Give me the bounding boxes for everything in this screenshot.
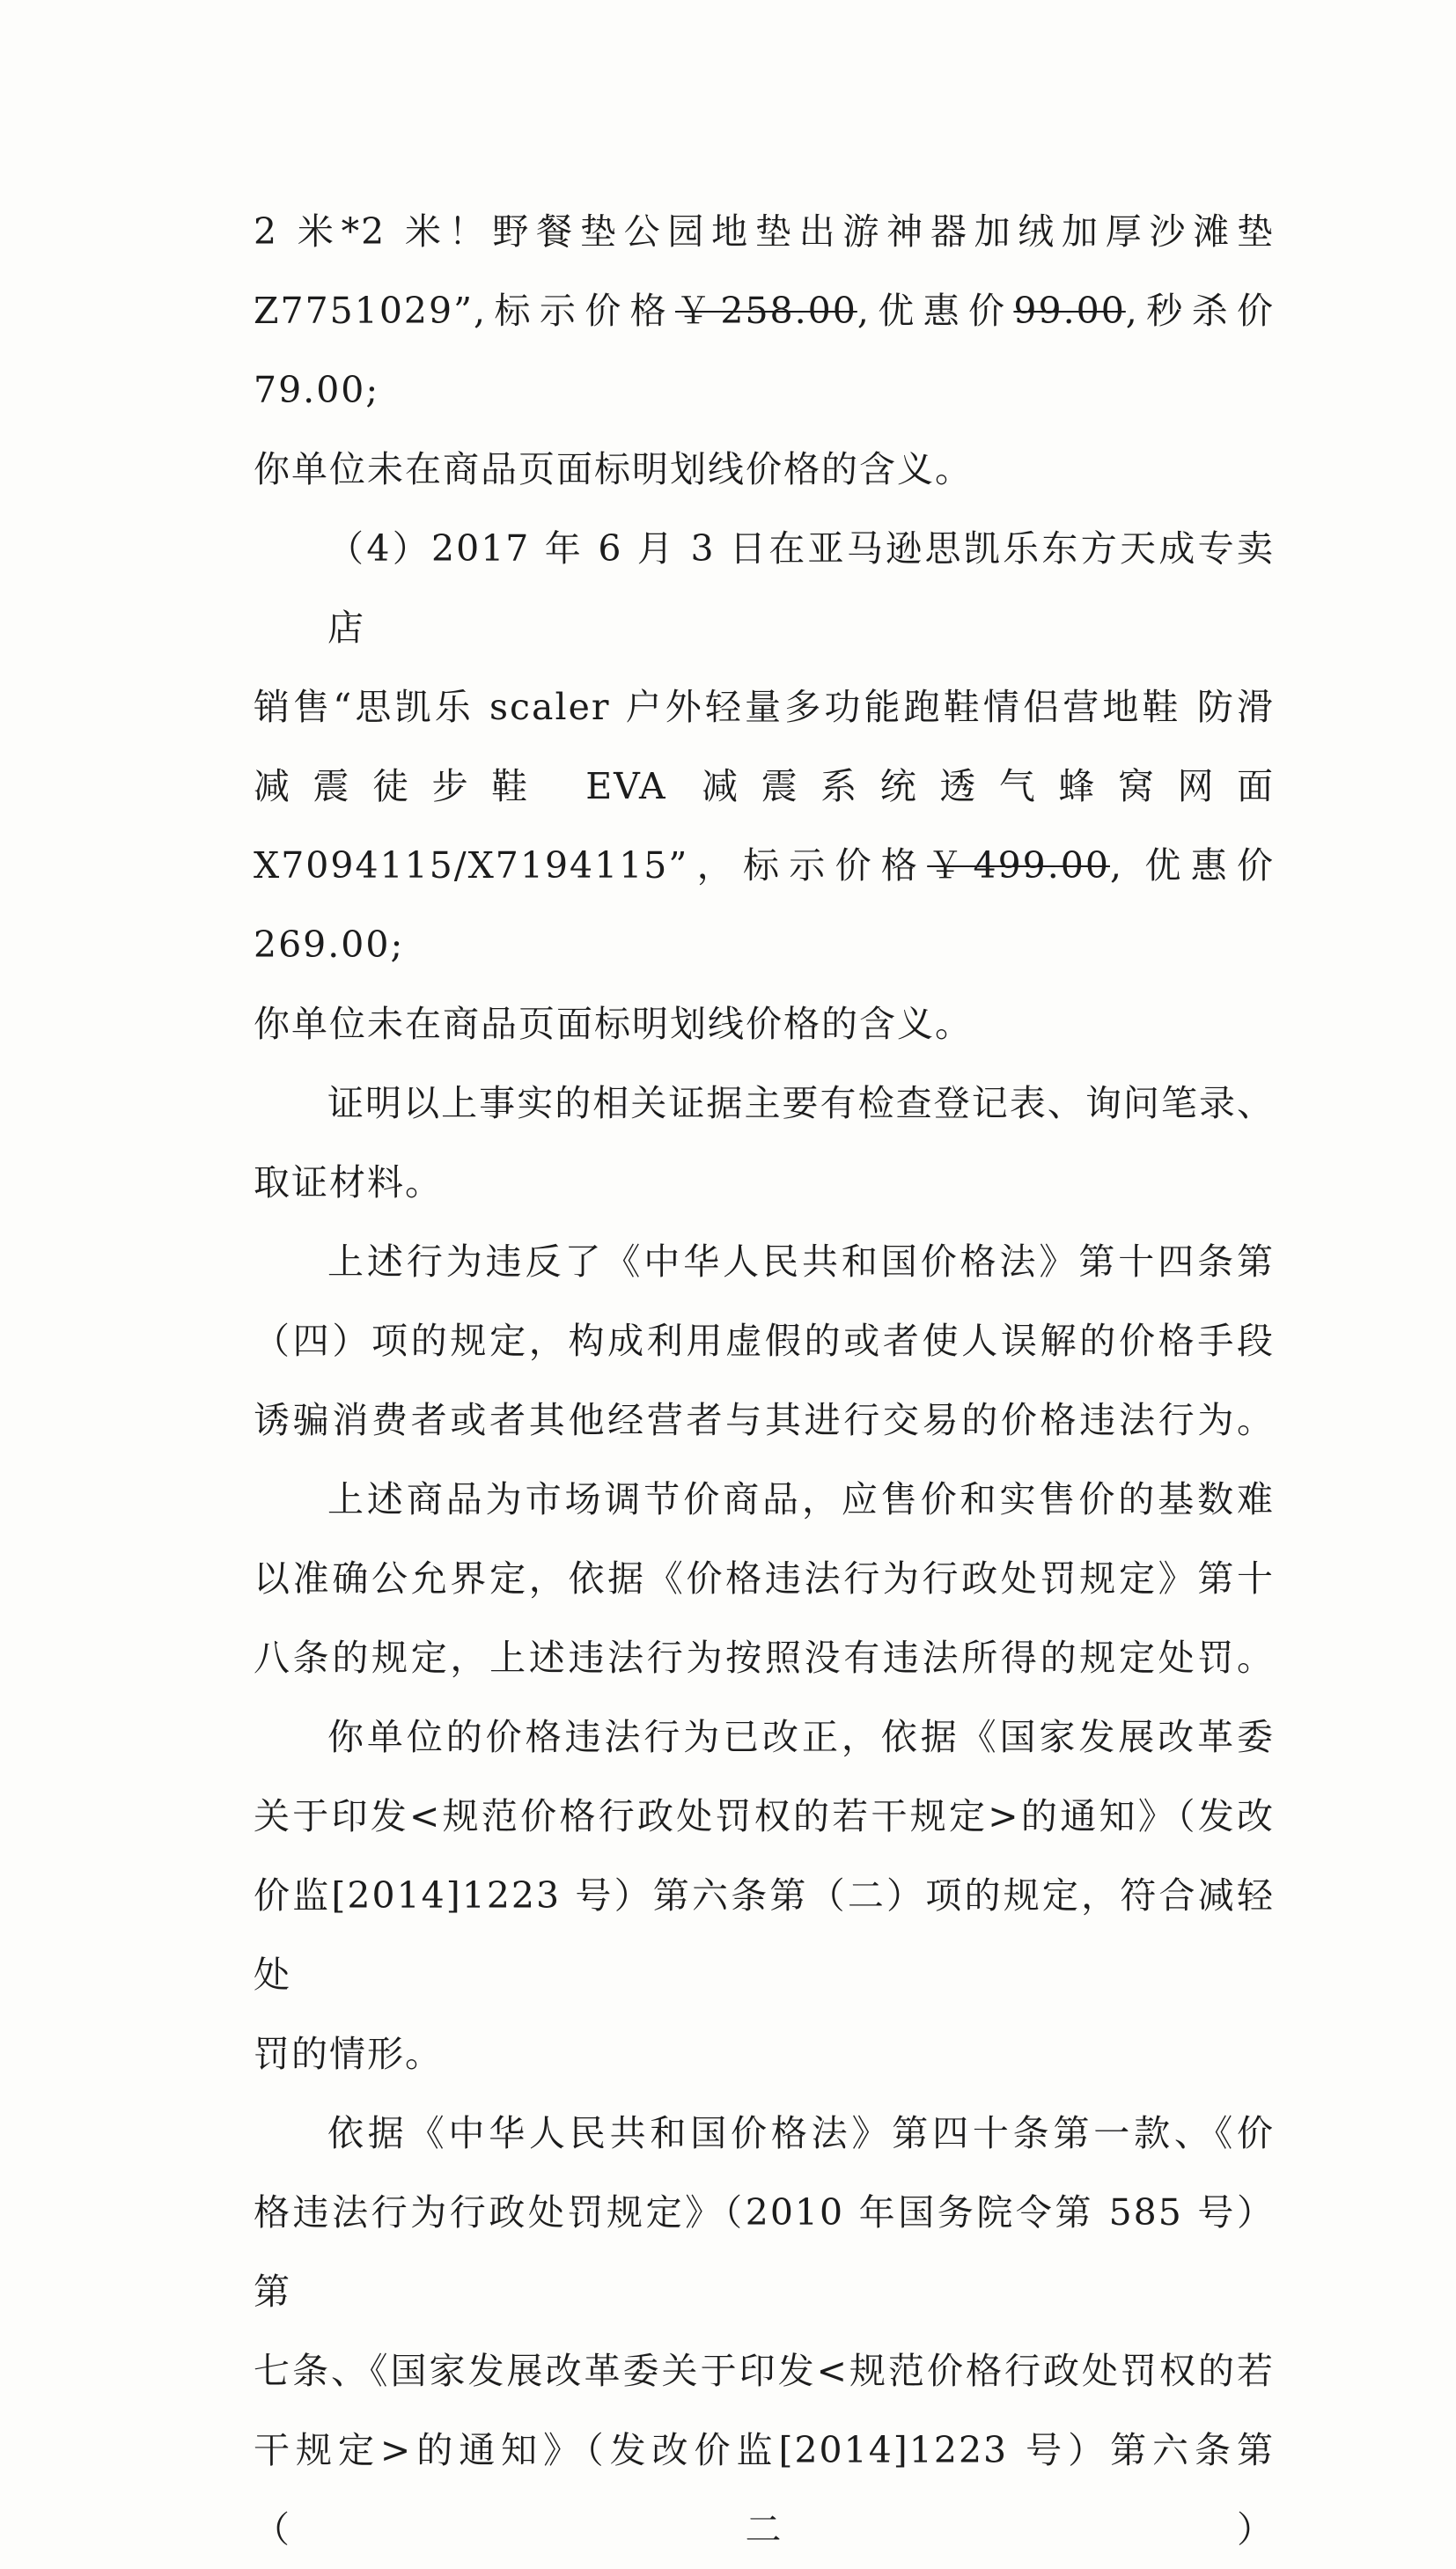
text-line: （4）2017 年 6 月 3 日在亚马逊思凯乐东方天成专卖店 [327, 527, 1275, 649]
struck-price: ￥258.00 [675, 290, 857, 332]
text-line: 罚的情形。 [254, 2033, 443, 2075]
text-line: 上述商品为市场调节价商品，应售价和实售价的基数难 [327, 1478, 1275, 1520]
text-line: 依据《中华人民共和国价格法》第四十条第一款、《价 [327, 2112, 1275, 2154]
paragraph-legal-basis [254, 2094, 1275, 2569]
text-line: 格违法行为行政处罚规定》（2010 年国务院令第 585 号）第 [254, 2191, 1275, 2313]
text-line [254, 271, 1275, 430]
document-body [254, 192, 1275, 2569]
text-segment: Z7751029”,标示价格 [254, 290, 675, 332]
paragraph-corrected [254, 1697, 1275, 2094]
paragraph-evidence [254, 1064, 1275, 1222]
text-line: 你单位未在商品页面标明划线价格的含义。 [254, 1003, 973, 1045]
text-line: 减震徒步鞋 EVA 减震系统透气蜂窝网面 [254, 765, 1275, 807]
text-line: 价监[2014]1223 号）第六条第（二）项的规定，符合减轻处 [254, 1874, 1275, 1996]
text-line: 干规定>的通知》（发改价监[2014]1223 号）第六条第（二） [254, 2429, 1275, 2551]
text-line: 以准确公允界定，依据《价格违法行为行政处罚规定》第十 [254, 1557, 1275, 1600]
paragraph-item-3-continued [254, 192, 1275, 509]
text-line: （四）项的规定，构成利用虚假的或者使人误解的价格手段 [254, 1320, 1275, 1362]
paragraph-violation [254, 1222, 1275, 1460]
text-line: 诱骗消费者或者其他经营者与其进行交易的价格违法行为。 [254, 1399, 1275, 1441]
struck-price: ￥499.00 [927, 844, 1110, 887]
text-segment: ,秒杀价 79.00; [254, 290, 1275, 411]
text-segment: , 优惠价 269.00; [254, 844, 1275, 966]
paragraph-item-4 [254, 509, 1275, 1064]
text-segment: X7094115/X7194115”，标示价格 [254, 844, 928, 887]
text-line: 上述行为违反了《中华人民共和国价格法》第十四条第 [327, 1240, 1275, 1283]
struck-price: 99.00 [1013, 290, 1126, 332]
text-line: 2 米*2 米！野餐垫公园地垫出游神器加绒加厚沙滩垫 [254, 210, 1275, 253]
text-line: 七条、《国家发展改革委关于印发<规范价格行政处罚权的若 [254, 2350, 1275, 2392]
text-line: 你单位未在商品页面标明划线价格的含义。 [254, 448, 973, 490]
text-line: 八条的规定，上述违法行为按照没有违法所得的规定处罚。 [254, 1637, 1275, 1679]
text-line: 取证材料。 [254, 1161, 443, 1204]
text-line: 关于印发<规范价格行政处罚权的若干规定>的通知》（发改 [254, 1795, 1275, 1837]
text-line [254, 826, 1275, 984]
text-line: 证明以上事实的相关证据主要有检查登记表、询问笔录、 [327, 1082, 1275, 1124]
paragraph-market-price [254, 1460, 1275, 1697]
text-segment: ,优惠价 [857, 290, 1014, 332]
text-line: 你单位的价格违法行为已改正，依据《国家发展改革委 [327, 1716, 1275, 1758]
text-line: 销售“思凯乐 scaler 户外轻量多功能跑鞋情侣营地鞋 防滑 [254, 686, 1275, 728]
